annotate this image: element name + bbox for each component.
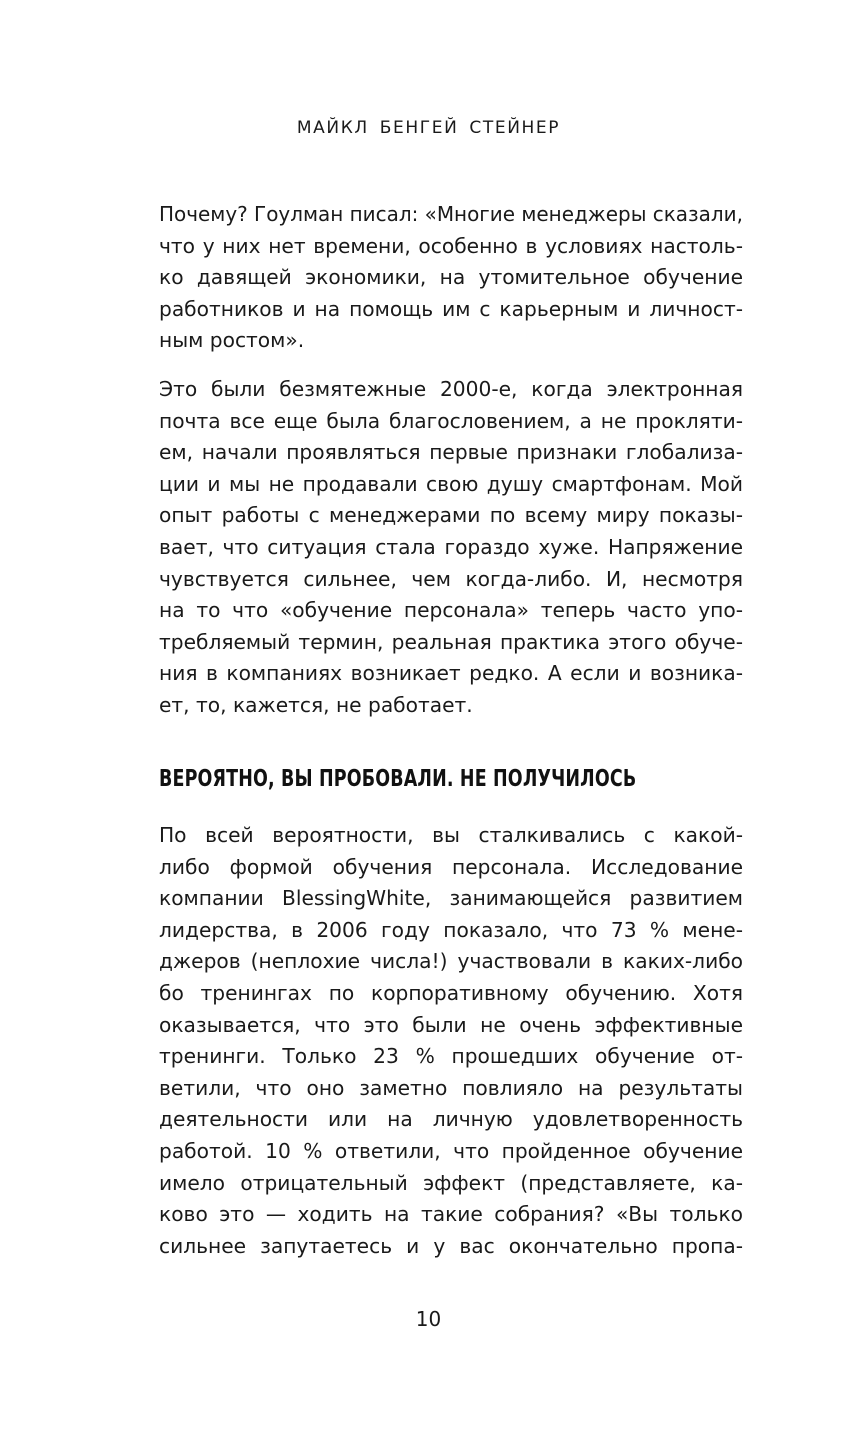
text-line: По всей вероятности, вы сталкивались с какой- xyxy=(159,823,743,847)
running-head: МАЙКЛ БЕНГЕЙ СТЕЙНЕР xyxy=(296,118,561,138)
text-line: ет, то, кажется, не работает. xyxy=(159,692,473,717)
text-line: ветили, что оно заметно повлияло на результаты xyxy=(159,1075,743,1100)
text-line: Почему? Гоулман писал: «Многие менеджеры сказали, xyxy=(159,202,743,226)
page-number: 10 xyxy=(415,1307,442,1331)
text-line: ции и мы не продавали свою душу смартфонам. Мой xyxy=(159,471,743,496)
text-line: на то что «обучение персонала» теперь часто упо- xyxy=(159,598,743,623)
text-line: опыт работы с менеджерами по всему миру показы- xyxy=(159,503,743,528)
paragraph-2 xyxy=(159,374,743,722)
text-line: ным ростом». xyxy=(159,328,305,353)
text-line: ко давящей экономики, на утомительное обучение xyxy=(159,265,743,290)
text-line: компании BlessingWhite, занимающейся развитием xyxy=(159,886,743,911)
text-line: вает, что ситуация стала гораздо хуже. Напряжение xyxy=(159,534,743,559)
text-line: что у них нет времени, особенно в условиях настоль- xyxy=(159,233,743,258)
text-line: ния в компаниях возникает редко. А если и возника- xyxy=(159,661,743,686)
text-line: оказывается, что это были не очень эффективные xyxy=(159,1012,743,1037)
text-line: джеров (неплохие числа!) участвовали в каких-либо xyxy=(159,949,743,974)
text-line: либо формой обучения персонала. Исследование xyxy=(159,854,743,879)
text-line: сильнее запутаетесь и у вас окончательно пропа- xyxy=(159,1233,743,1258)
section-heading: ВЕРОЯТНО, ВЫ ПРОБОВАЛИ. НЕ ПОЛУЧИЛОСЬ xyxy=(159,766,637,792)
text-line: деятельности или на личную удовлетворенность xyxy=(159,1107,743,1132)
paragraph-1 xyxy=(159,199,743,357)
text-line: чувствуется сильнее, чем когда-либо. И, несмотря xyxy=(159,566,743,591)
text-line: Это были безмятежные 2000-е, когда электронная xyxy=(159,377,743,401)
text-line: бо тренингах по корпоративному обучению. Хотя xyxy=(159,980,743,1005)
text-line: почта все еще была благословением, а не прокляти- xyxy=(159,408,743,433)
text-line: работников и на помощь им с карьерным и личност- xyxy=(159,296,743,321)
text-line: требляемый термин, реальная практика этого обуче- xyxy=(159,629,743,654)
text-line: ем, начали проявляться первые признаки глобализа- xyxy=(159,440,743,465)
text-line: ково это — ходить на такие собрания? «Вы только xyxy=(159,1202,743,1227)
text-line: имело отрицательный эффект (представляете, ка- xyxy=(159,1170,743,1195)
text-line: работой. 10 % ответили, что пройденное обучение xyxy=(159,1138,743,1163)
paragraph-3 xyxy=(159,820,743,1262)
text-line: лидерства, в 2006 году показало, что 73 % мене- xyxy=(159,917,743,942)
text-line: тренинги. Только 23 % прошедших обучение от- xyxy=(159,1044,743,1069)
